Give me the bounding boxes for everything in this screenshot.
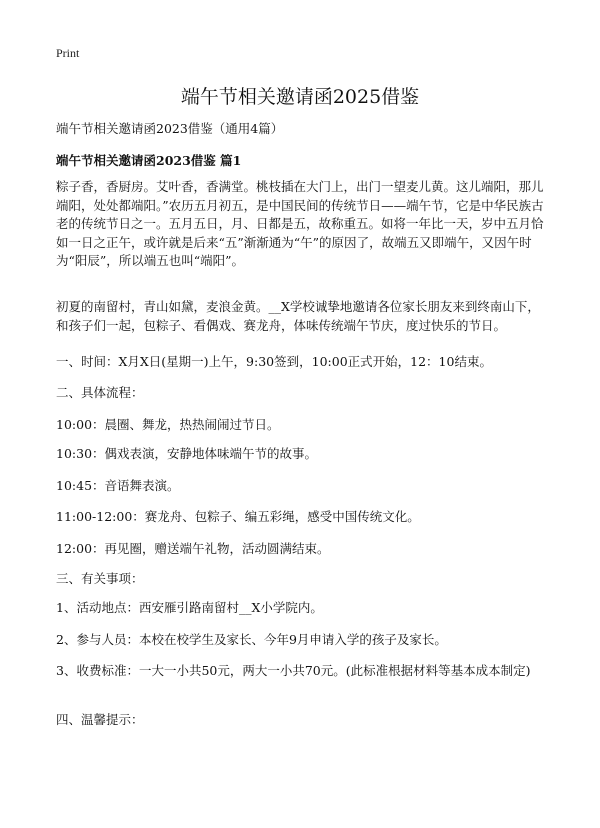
paragraph-intro: 粽子香，香厨房。艾叶香，香满堂。桃枝插在大门上，出门一望麦儿黄。这儿端阳，那儿端阳，处处都端阳。”农历五月初五，是中国民间的传统节日——端午节，它是中华民族古老的传统节日之一。五月五日，月、日都是五，故称重五。如将一年比一天，岁中五月恰如一日之正午，或许就是后来“五”渐渐通为“午”的原因了，故端五又即端午，又因午时为“阳辰”，所以端五也叫“端阳”。 xyxy=(56,179,544,268)
item-schedule-1100: 11:00-12:00：赛龙舟、包粽子、编五彩绳，感受中国传统文化。 xyxy=(56,509,420,524)
item-schedule-1030: 10:30：偶戏表演，安静地体味端午节的故事。 xyxy=(56,446,318,461)
item-participants: 2、参与人员：本校在校学生及家长、今年9月申请入学的孩子及家长。 xyxy=(56,632,447,647)
section-heading: 端午节相关邀请函2023借鉴 篇1 xyxy=(56,153,242,168)
item-location: 1、活动地点：西安雁引路南留村__X小学院内。 xyxy=(56,600,323,615)
item-schedule-1045: 10:45：音语舞表演。 xyxy=(56,478,180,493)
print-label: Print xyxy=(56,46,80,60)
item-tips-heading: 四、温馨提示： xyxy=(56,712,144,727)
paragraph-invitation: 初夏的南留村，青山如黛，麦浪金黄。__X学校诚挚地邀请各位家长朋友来到终南山下，和孩子们一起，包粽子、看偶戏、赛龙舟，体味传统端午节庆，度过快乐的节日。 xyxy=(56,299,540,333)
item-schedule-1200: 12:00：再见圈，赠送端午礼物，活动圆满结束。 xyxy=(56,541,330,556)
item-time: 一、时间：X月X日(星期一)上午，9:30签到，10:00正式开始，12：10结束。 xyxy=(56,354,492,369)
item-fees: 3、收费标准：一大一小共50元，两大一小共70元。(此标准根据材料等基本成本制定) xyxy=(56,663,531,678)
item-process-heading: 二、具体流程： xyxy=(56,385,144,400)
item-matters-heading: 三、有关事项： xyxy=(56,571,144,586)
item-schedule-1000: 10:00：晨圈、舞龙，热热闹闹过节日。 xyxy=(56,417,280,432)
document-title: 端午节相关邀请函2025借鉴 xyxy=(180,86,420,108)
document-subtitle: 端午节相关邀请函2023借鉴（通用4篇） xyxy=(56,121,284,136)
